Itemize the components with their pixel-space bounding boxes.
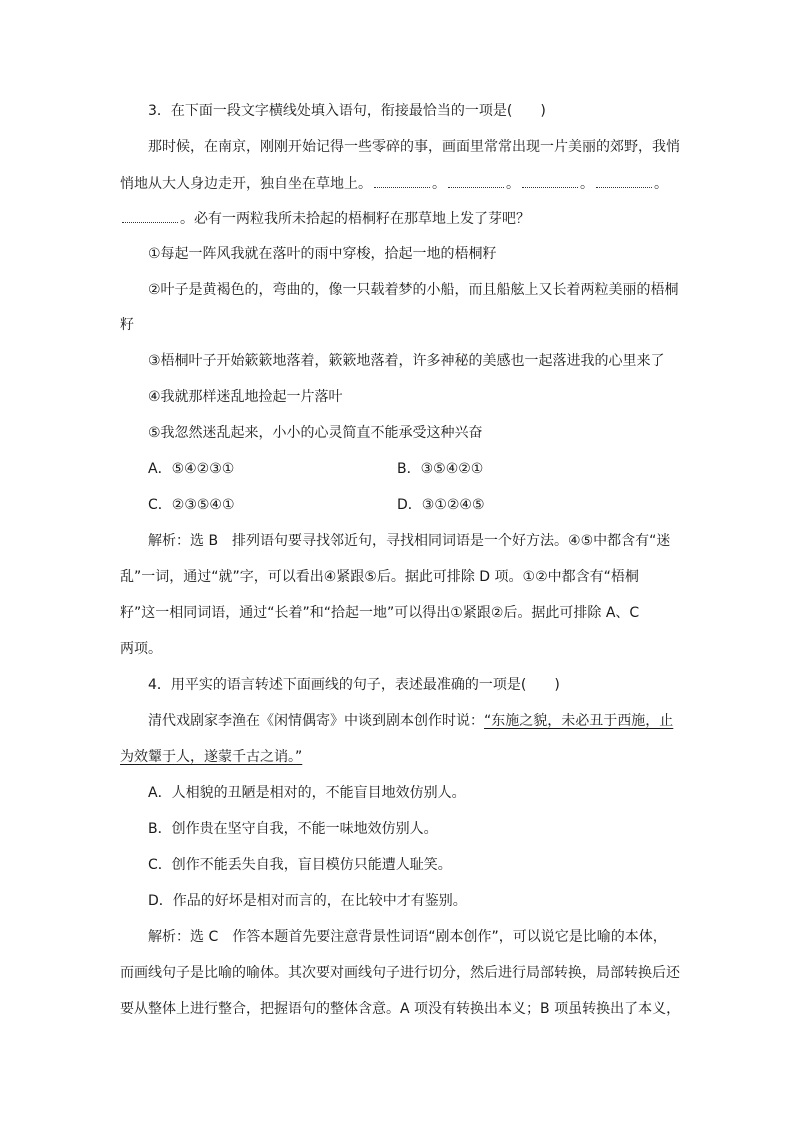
sentence-4: ④我就那样迷乱地捡起一片落叶: [148, 389, 343, 405]
underlined-sentence: 为效颦于人，遂蒙千古之诮。”: [120, 749, 303, 765]
fill-blank: [596, 173, 652, 188]
q4-option-d: D．作品的好坏是相对而言的，在比较中才有鉴别。: [148, 893, 467, 909]
sentence-2: ②叶子是黄褐色的，弯曲的，像一只载着梦的小船，而且船舷上又长着两粒美丽的梧桐: [148, 282, 679, 298]
q3-option-a: A．⑤④②③①: [148, 461, 235, 477]
sentence-3: ③梧桐叶子开始簌簌地落着，簌簌地落着，许多神秘的美感也一起落进我的心里来了: [148, 353, 665, 369]
passage-text: 悄地从大人身边走开，独自坐在草地上。: [120, 176, 372, 192]
q4-analysis: 而画线句子是比喻的喻体。其次要对画线句子进行切分，然后进行局部转换，局部转换后还: [120, 965, 680, 981]
q3-analysis: 解析：选 B 排列语句要寻找邻近句，寻找相同词语是一个好方法。④⑤中都含有“迷: [148, 533, 671, 549]
sentence-5: ⑤我忽然迷乱起来，小小的心灵简直不能承受这种兴奋: [148, 425, 483, 441]
sentence-1: ①每起一阵风我就在落叶的雨中穿梭，拾起一地的梧桐籽: [148, 246, 497, 262]
passage-text: 清代戏剧家李渔在《闲情偶寄》中谈到剧本创作时说：: [148, 713, 484, 729]
passage-line: 那时候，在南京，刚刚开始记得一些零碎的事，画面里常常出现一片美丽的郊野，我悄: [148, 139, 680, 155]
fill-blank: [448, 173, 504, 188]
sentence-2-cont: 籽: [120, 317, 134, 333]
fill-blank: [374, 173, 430, 188]
q3-option-c: C．②③⑤④①: [148, 497, 235, 513]
underlined-sentence: “东施之貌，未必丑于西施，止: [484, 713, 674, 729]
q3-analysis: 乱”一词，通过“就”字，可以看出④紧跟⑤后。据此可排除 D 项。①②中都含有“梧桐: [120, 569, 639, 585]
passage-line: 悄地从大人身边走开，独自坐在草地上。 。 。 。 。: [120, 173, 668, 194]
q3-analysis: 籽”这一相同词语，通过“长着”和“拾起一地”可以得出①紧跟②后。据此可排除 A、C: [120, 605, 640, 621]
q3-option-d: D．③①②④⑤: [397, 497, 485, 513]
fill-blank: [522, 173, 578, 188]
q3-option-b: B．③⑤④②①: [397, 461, 484, 477]
question-4-stem: 4．用平实的语言转述下面画线的句子，表述最准确的一项是( ): [148, 677, 560, 693]
question-3-stem: 3．在下面一段文字横线处填入语句，衔接最恰当的一项是( ): [148, 103, 546, 119]
q4-option-a: A．人相貌的丑陋是相对的，不能盲目地效仿别人。: [148, 785, 466, 801]
q4-option-b: B．创作贵在坚守自我，不能一味地效仿别人。: [148, 821, 438, 837]
passage-line: [120, 208, 530, 229]
q4-analysis: 要从整体上进行整合，把握语句的整体含意。A 项没有转换出本义；B 项虽转换出了本义，: [120, 1001, 681, 1017]
q4-analysis: 解析：选 C 作答本题首先要注意背景性词语“剧本创作”，可以说它是比喻的本体，: [148, 929, 667, 945]
passage-text: 。必有一两粒我所未拾起的梧桐籽在那草地上发了芽吧？: [180, 211, 530, 227]
q4-option-c: C．创作不能丢失自我，盲目模仿只能遭人耻笑。: [148, 857, 452, 873]
fill-blank: [122, 208, 178, 223]
passage-line: [148, 711, 673, 731]
passage-line: [120, 747, 302, 767]
q3-analysis: 两项。: [120, 641, 162, 657]
